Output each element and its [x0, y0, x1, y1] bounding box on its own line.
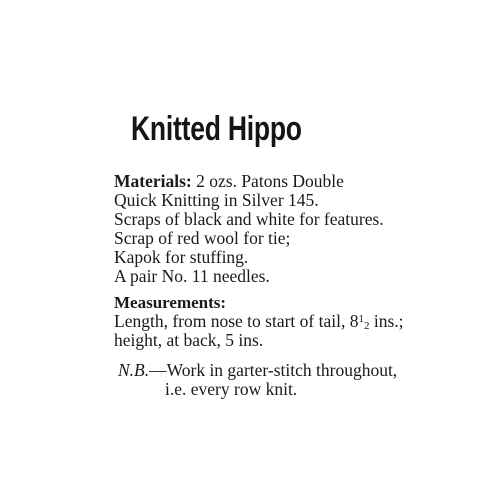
materials-line-1 [114, 173, 344, 191]
note-line-2: i.e. every row knit. [165, 379, 298, 399]
note-text-1: —Work in garter-stitch throughout, [149, 360, 398, 380]
materials-line-2: Quick Knitting in Silver 145. [114, 190, 319, 210]
materials-label: Materials: [114, 171, 192, 191]
note-line-1 [118, 362, 397, 380]
materials-line-4: Scrap of red wool for tie; [114, 228, 291, 248]
materials-line-5: Kapok for stuffing. [114, 247, 249, 267]
materials-line-3: Scraps of black and white for features. [114, 209, 384, 229]
pattern-title: Knitted Hippo [131, 110, 302, 148]
fraction-denominator: 2 [363, 320, 370, 332]
measurements-text-1-suffix: ins.; [369, 311, 404, 331]
note-label: N.B. [118, 360, 150, 380]
measurements-text-1: Length, from nose to start of tail, 8 [114, 311, 359, 331]
measurements-line-2: height, at back, 5 ins. [114, 330, 264, 350]
materials-line-6: A pair No. 11 needles. [114, 266, 270, 286]
measurements-label: Measurements: [114, 293, 227, 312]
fraction-numerator: 1 [358, 313, 364, 325]
materials-text-1: 2 ozs. Patons Double [196, 171, 344, 191]
